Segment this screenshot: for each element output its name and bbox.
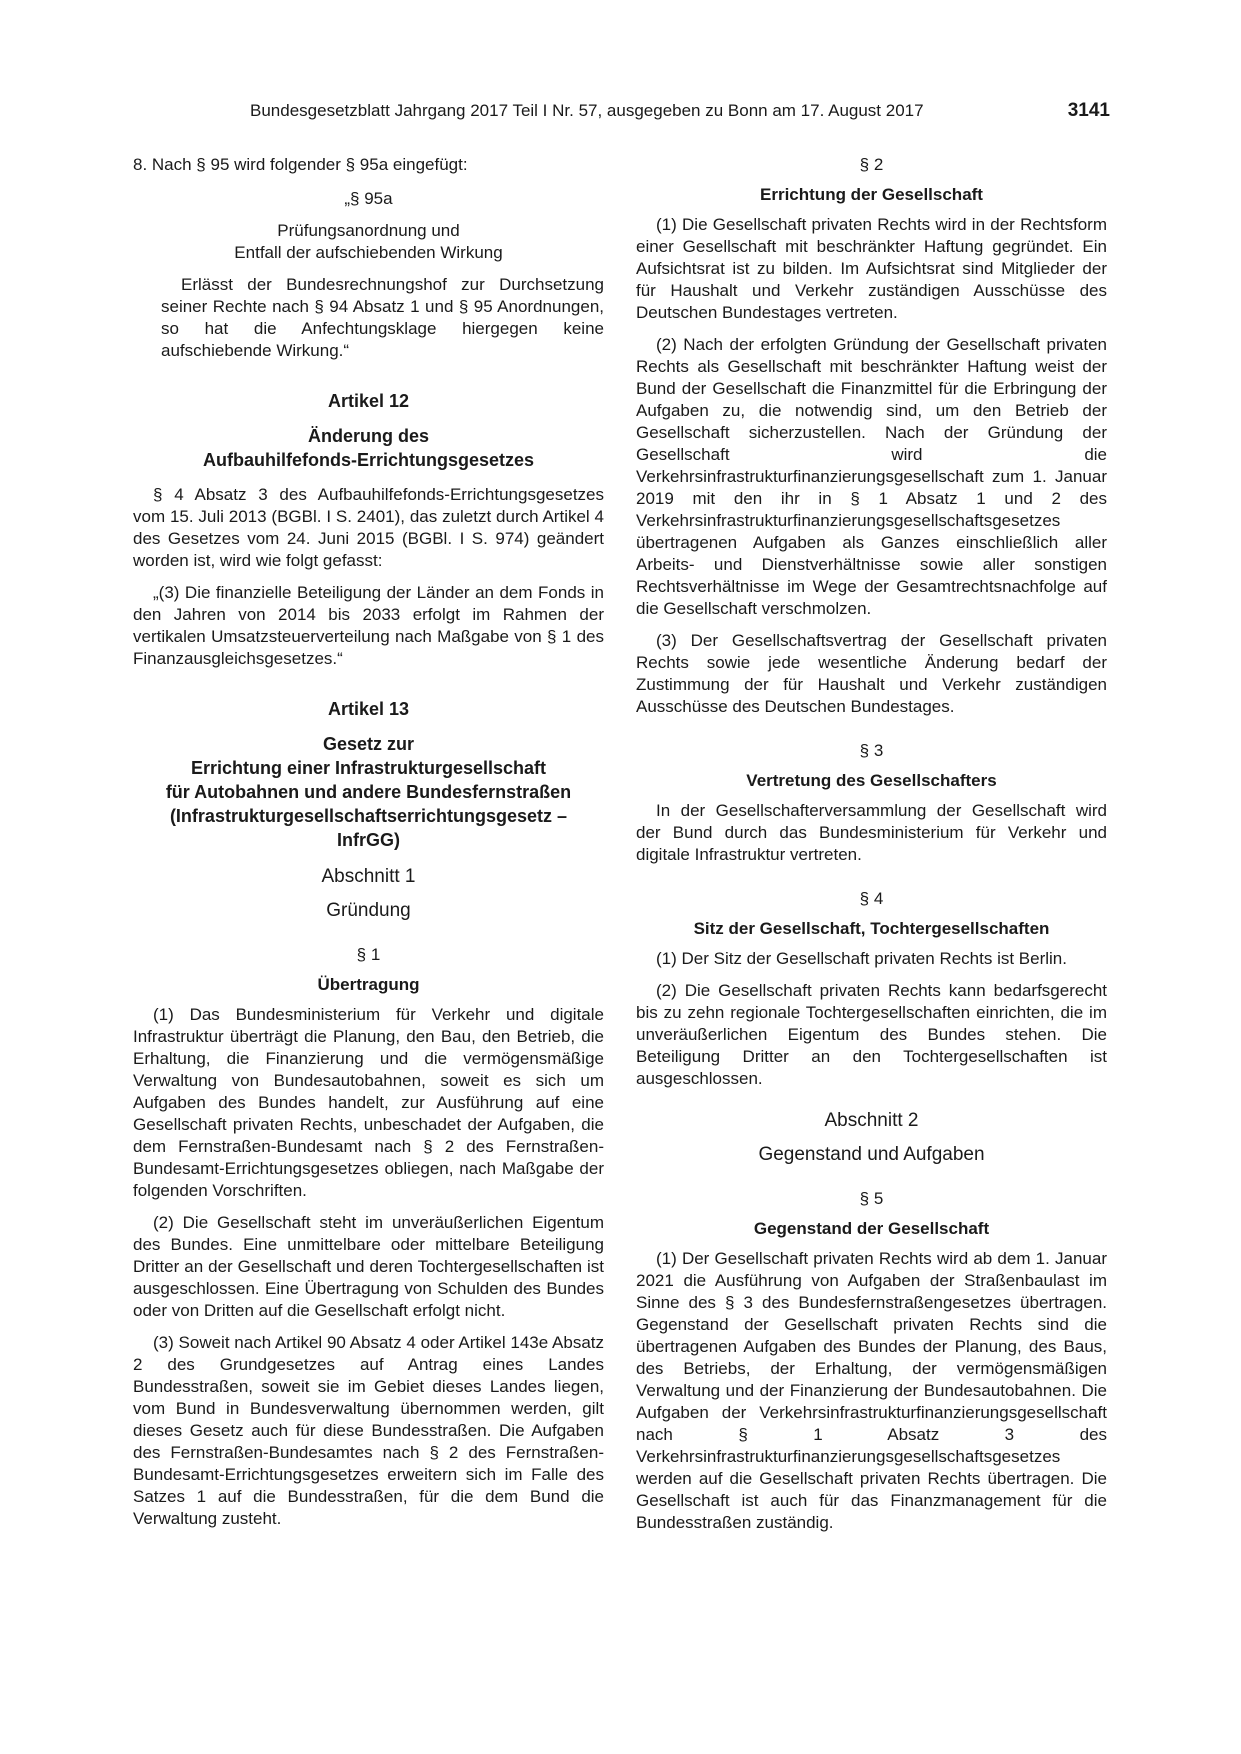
section-3-heading: § 3 (859, 741, 884, 760)
section-1-paragraph-1: (1) Das Bundesministerium für Verkehr und digitale Infrastruktur überträgt die Planung, den Bau, den Betrieb, die Erhaltung, die Finanzierung und die vermögensmäßige Verwaltung von Bundesautobahnen, soweit es sich um Aufgaben des Bundes handelt, zur Ausführung auf eine Gesellschaft privaten Rechts, unbeschadet der Aufgaben, die dem Fernstraßen-Bundesamt nach § 2 des Fernstraßen-Bundesamt-Errichtungsgesetzes obliegen, nach Maßgabe der folgenden Vorschriften. (133, 1005, 604, 1200)
section-2-paragraph-2: (2) Nach der erfolgten Gründung der Gesellschaft privaten Rechts als Gesellschaft mit beschränkter Haftung weist der Bund der Gesellschaft die Finanzmittel für die Erbringung der Aufgaben zu, die notwendig sind, um den Betrieb der Gesellschaft sicherzustellen. Nach der Gründung der Gesellschaft wird die Verkehrsinfrastrukturfinanzierungsgesellschaft zum 1. Januar 2019 mit den ihr in § 1 Absatz 1 und 2 des Verkehrsinfrastrukturfinanzierungsgesellschaftsgesetzes übertragenen Aufgaben als Ganzes einschließlich aller Arbeits- und Dienstverhältnisse sowie aller sonstigen Rechtsverhältnisse im Wege der Gesamtrechtsnachfolge auf die Gesellschaft verschmolzen. (636, 335, 1107, 618)
section-2-paragraph-1: (1) Die Gesellschaft privaten Rechts wird in der Rechtsform einer Gesellschaft mit beschränkter Haftung gegründet. Ein Aufsichtsrat ist zu bilden. Im Aufsichtsrat sind Mitglieder der für Haushalt und Verkehr zuständigen Ausschüsse des Deutschen Bundestages vertreten. (636, 215, 1107, 322)
section-5-heading: § 5 (859, 1189, 884, 1208)
article-13-title-line1: Gesetz zur (322, 734, 415, 754)
section-1-title: Übertragung (317, 975, 420, 994)
article-12-title (133, 424, 604, 472)
article-13-title-line2: Errichtung einer Infrastrukturgesellschaft (190, 758, 547, 778)
section-4-title: Sitz der Gesellschaft, Tochtergesellschaften (693, 919, 1050, 938)
section-95a-body (161, 274, 604, 362)
article-12-heading: Artikel 12 (327, 391, 410, 411)
section-3-title: Vertretung des Gesellschafters (746, 771, 997, 790)
left-column (133, 154, 604, 1540)
abschnitt-1-heading: Abschnitt 1 (321, 866, 416, 887)
section-95a-title-line2: Entfall der aufschiebenden Wirkung (234, 243, 503, 262)
section-5-paragraph-1: (1) Der Gesellschaft privaten Rechts wird ab dem 1. Januar 2021 die Ausführung von Aufgaben der Straßenbaulast im Sinne des § 3 des Bundesfernstraßengesetzes übertragen. Gegenstand der Gesellschaft privaten Rechts sind die übertragenen Aufgaben des Bundes der Planung, des Baus, des Betriebs, der Erhaltung, der vermögensmäßigen Verwaltung und der Finanzierung der Bundesautobahnen. Die Aufgaben der Verkehrsinfrastrukturfinanzierungsgesellschaft nach § 1 Absatz 3 des Verkehrsinfrastrukturfinanzierungsgesellschaftsgesetzes werden auf die Gesellschaft privaten Rechts übertragen. Die Gesellschaft ist auch für das Finanzmanagement für die Bundesstraßen zuständig. (636, 1249, 1107, 1532)
abschnitt-1-name: Gründung (326, 900, 411, 921)
section-2-heading: § 2 (859, 155, 884, 174)
right-column (636, 154, 1107, 1544)
section-1-paragraph-3: (3) Soweit nach Artikel 90 Absatz 4 oder Artikel 143e Absatz 2 des Grundgesetzes auf Antrag eines Landes Bundesstraßen, soweit sie im Gebiet dieses Landes liegen, vom Bund in Bundesverwaltung übernommen werden, gilt dieses Gesetz auch für diese Bundesstraßen. Die Aufgaben des Fernstraßen-Bundesamtes nach § 2 des Fernstraßen-Bundesamt-Errichtungsgesetzes erweitern sich im Falle des Satzes 1 auf die Bundesstraßen, für die dem Bund die Verwaltung zusteht. (133, 1333, 604, 1528)
section-4-paragraph-1: (1) Der Sitz der Gesellschaft privaten Rechts ist Berlin. (656, 949, 1067, 968)
abschnitt-2-heading: Abschnitt 2 (824, 1110, 919, 1131)
article-13-title-line5: InfrGG) (337, 830, 400, 850)
article-12-intro: § 4 Absatz 3 des Aufbauhilfefonds-Errichtungsgesetzes vom 15. Juli 2013 (BGBl. I S. 2401), das zuletzt durch Artikel 4 des Gesetzes vom 24. Juni 2015 (BGBl. I S. 974) geändert worden ist, wird wie folgt gefasst: (133, 485, 604, 570)
amendment-item-8: 8. Nach § 95 wird folgender § 95a eingefügt: (133, 155, 468, 174)
section-95a-title-line1: Prüfungsanordnung und (277, 221, 460, 240)
article-12-title-line1: Änderung des (307, 426, 429, 446)
running-title: Bundesgesetzblatt Jahrgang 2017 Teil I Nr. 57, ausgegeben zu Bonn am 17. August 2017 (250, 101, 924, 120)
article-13-heading: Artikel 13 (327, 699, 410, 719)
section-4-paragraph-2: (2) Die Gesellschaft privaten Rechts kann bedarfsgerecht bis zu zehn regionale Tochtergesellschaften einrichten, die im unveräußerlichen Eigentum des Bundes stehen. Die Beteiligung Dritter an den Tochtergesellschaften ist ausgeschlossen. (636, 981, 1107, 1088)
section-95a-heading: „§ 95a (344, 189, 393, 208)
article-12-quote: „(3) Die finanzielle Beteiligung der Länder an dem Fonds in den Jahren von 2014 bis 2033 erfolgt im Rahmen der vertikalen Umsatzsteuerverteilung nach Maßgabe von § 1 des Finanzausgleichsgesetzes.“ (133, 583, 604, 668)
section-4-heading: § 4 (859, 889, 884, 908)
article-13-title-line3: für Autobahnen und andere Bundesfernstraßen (165, 782, 572, 802)
section-3-paragraph-1: In der Gesellschafterversammlung der Gesellschaft wird der Bund durch das Bundesministerium für Verkehr und digitale Infrastruktur vertreten. (636, 801, 1107, 864)
article-12-title-line2: Aufbauhilfefonds-Errichtungsgesetzes (202, 450, 535, 470)
section-2-title: Errichtung der Gesellschaft (760, 185, 983, 204)
section-5-title: Gegenstand der Gesellschaft (753, 1219, 990, 1238)
article-13-title (133, 732, 604, 852)
section-95a-text: Erlässt der Bundesrechnungshof zur Durchsetzung seiner Rechte nach § 94 Absatz 1 und § 95 Anordnungen, so hat die Anfechtungsklage hiergegen keine aufschiebende Wirkung.“ (161, 275, 604, 360)
page-number: 3141 (1067, 100, 1110, 121)
article-13-title-line4: (Infrastrukturgesellschaftserrichtungsgesetz – (169, 806, 568, 826)
abschnitt-2-name: Gegenstand und Aufgaben (758, 1144, 985, 1165)
page-header (250, 100, 1110, 122)
section-1-heading: § 1 (356, 945, 381, 964)
section-2-paragraph-3: (3) Der Gesellschaftsvertrag der Gesellschaft privaten Rechts sowie jede wesentliche Änderung bedarf der Zustimmung der für Haushalt und Verkehr zuständigen Ausschüsse des Deutschen Bundestages. (636, 631, 1107, 716)
section-1-paragraph-2: (2) Die Gesellschaft steht im unveräußerlichen Eigentum des Bundes. Eine unmittelbare oder mittelbare Beteiligung Dritter an der Gesellschaft und deren Tochtergesellschaften ist ausgeschlossen. Eine Übertragung von Schulden des Bundes oder von Dritten auf die Gesellschaft erfolgt nicht. (133, 1213, 604, 1320)
